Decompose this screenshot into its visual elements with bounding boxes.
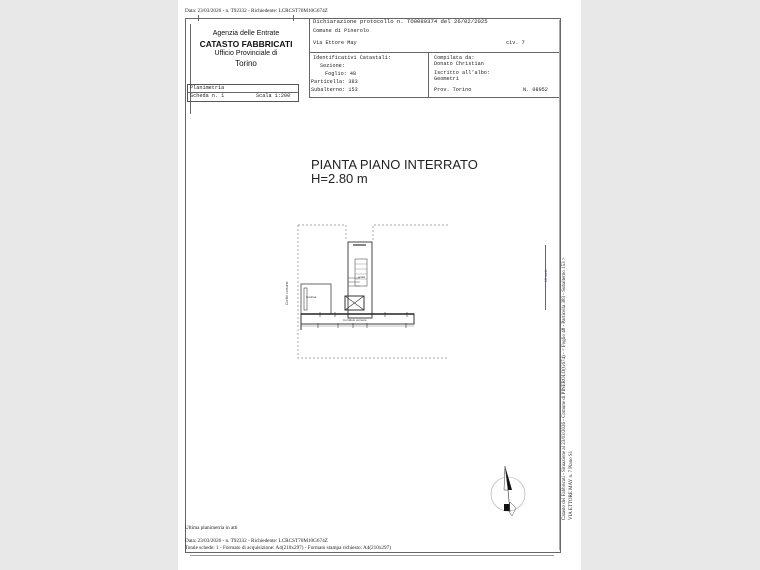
identifiers-title: Identificativi Catastali:	[313, 55, 391, 61]
side-text-line1: Catasto dei Fabbricati - Situazione al 23/03/2026 - Comune di PINEROLO(G674) - < Foglio 48 - Particella 383 - Subalterno 153 >	[562, 257, 567, 520]
agency-catasto: CATASTO FABBRICATI	[199, 39, 293, 49]
protocol-text: Dichiarazione protocollo n. TO0080374 del 26/02/2025	[313, 18, 488, 25]
side-label-cortile: Cortile comune	[285, 281, 289, 305]
numero-albo: N. 08952	[523, 87, 548, 93]
subalterno-text: Subalterno: 153	[311, 87, 358, 93]
planimetria-box	[187, 84, 299, 102]
agency-office: Ufficio Provinciale di	[214, 50, 278, 57]
foglio-text: Foglio: 48	[325, 71, 357, 77]
side-text-line2: VIA ETTORE MAY n. 7 Piano S1	[569, 450, 574, 520]
albo-label: Iscritto all'albo:	[434, 70, 491, 76]
particella-text: Particella: 383	[311, 79, 358, 85]
frame-tick	[198, 15, 199, 21]
top-header-text: Data: 23/03/2026 - n. T92332 - Richiedente: LCRCST70M10G674Z	[185, 8, 328, 14]
drawing-height: H=2.80 m	[311, 171, 368, 186]
scale-bar-label: 10 metri	[544, 269, 548, 282]
footer-totale: Totale schede: 1 - Formato di acquisizione: A4(210x297) - Formato stampa richiesto: A4(210x297)	[185, 545, 391, 551]
compass-north-arrow-icon	[488, 462, 528, 522]
civico-text: civ. 7	[506, 40, 525, 46]
divider	[310, 52, 560, 53]
room-label-cantina: Cantina	[306, 295, 317, 299]
corridor-label: Corridoio comune	[343, 318, 367, 322]
compilata-label: Compilata da:	[434, 55, 475, 61]
divider	[428, 52, 429, 98]
header-info-block	[309, 18, 560, 98]
agency-block	[186, 30, 306, 68]
sezione-text: Sezione:	[320, 63, 345, 69]
agency-city: Torino	[235, 59, 257, 68]
stair-label: scala	[358, 275, 366, 279]
side-rule	[559, 20, 560, 550]
compilata-name: Donato Christian	[434, 61, 484, 67]
planimetria-label: Planimetria	[190, 85, 225, 91]
albo-value: Geometri	[434, 76, 459, 82]
footer-rule	[190, 555, 554, 556]
floor-plan	[278, 222, 448, 362]
prov-text: Prov. Torino	[434, 87, 472, 93]
scala-label: Scala 1:200	[256, 93, 291, 99]
document-page	[178, 0, 581, 570]
comune-text: Comune di Pinerolo	[313, 28, 370, 34]
frame-tick	[293, 15, 294, 21]
drawing-title: PIANTA PIANO INTERRATO	[311, 157, 478, 172]
footer-ultima: Ultima planimetria in atti	[185, 525, 238, 531]
footer-data-line: Data: 23/03/2026 - n. T92332 - Richiedente: LCRCST70M10G674Z	[185, 538, 328, 544]
divider	[310, 97, 560, 98]
scheda-label: Scheda n. 1	[190, 93, 225, 99]
via-text: Via Ettore May	[313, 40, 357, 46]
agency-name: Agenzia delle Entrate	[212, 30, 280, 37]
